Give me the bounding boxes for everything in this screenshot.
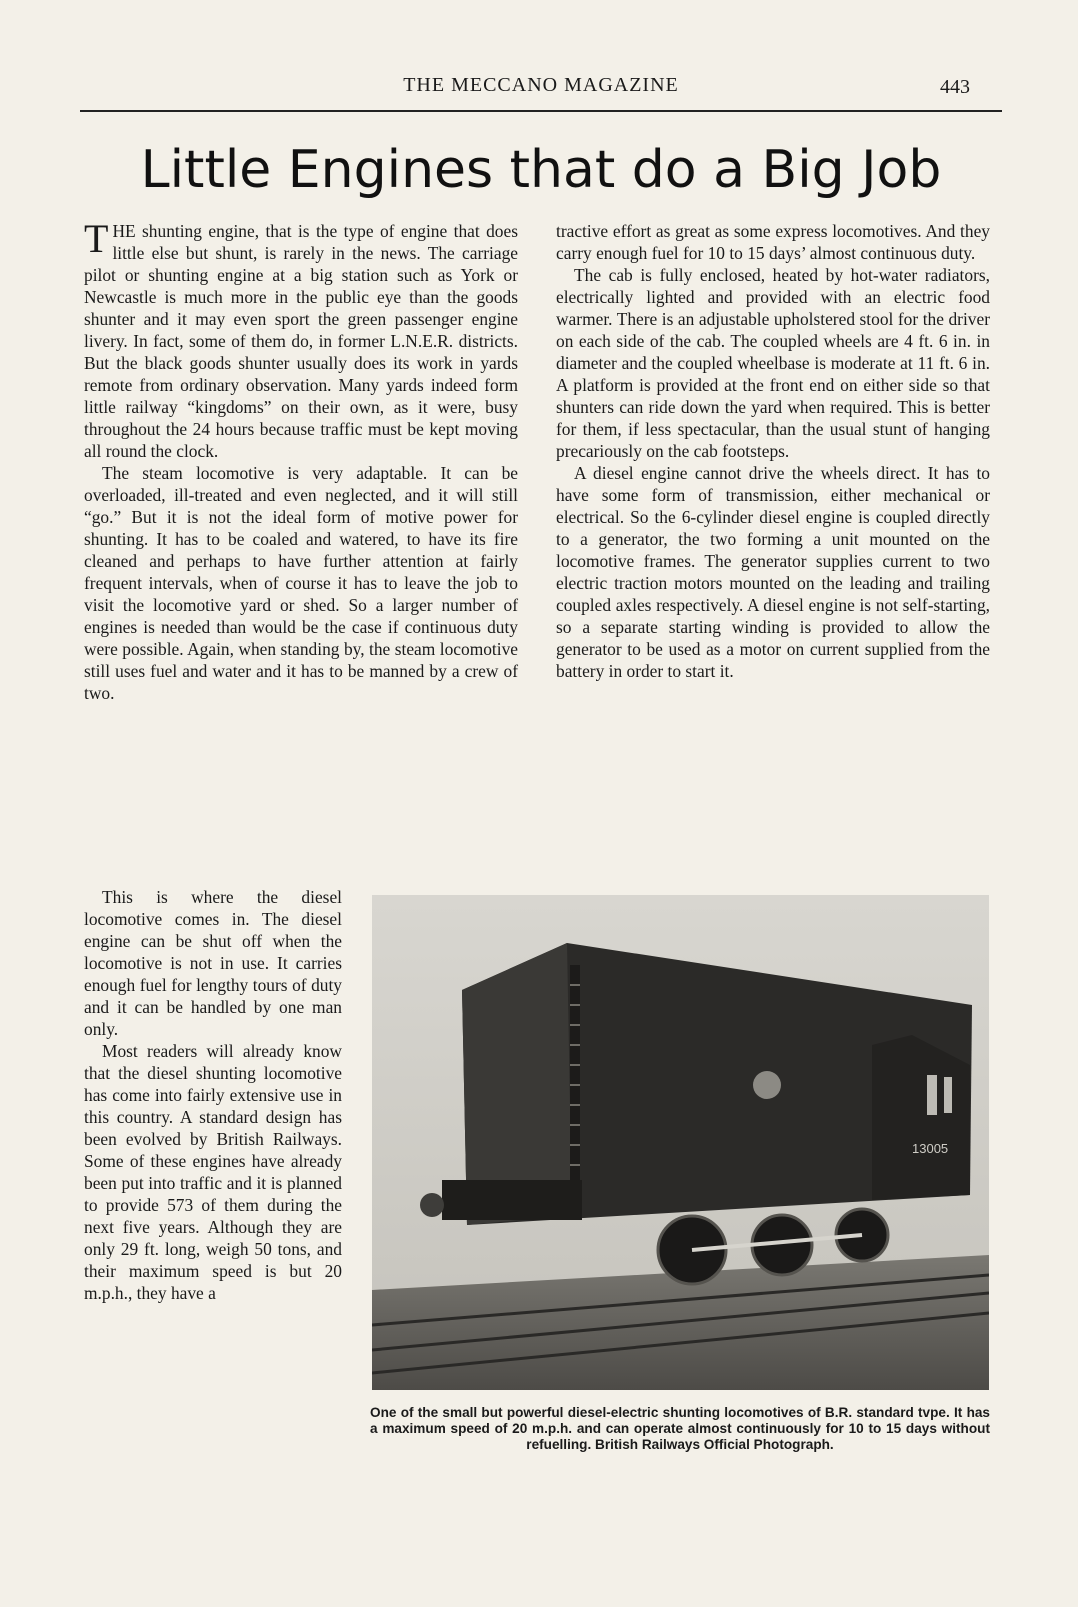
drop-cap: T — [84, 216, 109, 261]
magazine-title: THE MECCANO MAGAZINE — [403, 74, 679, 96]
article-title: Little Engines that do a Big Job — [140, 140, 942, 200]
left-column-bottom — [84, 886, 342, 1304]
paragraph: The cab is fully enclosed, heated by hot-water radiators, electrically lighted and provided with an electric food warmer. There is an adjustable upholstered stool for the driver on each side of the cab. The coupled wheels are 4 ft. 6 in. in diameter and the coupled wheelbase is moderate at 11 ft. 6 in. A platform is provided at the front end on either side so that shunters can ride down the yard when required. This is better for them, if less spectacular, than the usual stunt of hanging precariously on the cab footsteps. — [556, 265, 990, 461]
running-header — [80, 74, 1002, 104]
locomotive-photo — [372, 895, 989, 1390]
paragraph: The steam locomotive is very adaptable. It can be overloaded, ill-treated and even neglected, and it will still “go.” But it is not the ideal form of motive power for shunting. It has to be coaled and watered, to have its fire cleaned and perhaps to have further attention at fairly frequent intervals, when of course it has to leave the job to visit the locomotive yard or shed. So a larger number of engines is needed than would be the case if continuous duty were possible. Again, when standing by, the steam locomotive still uses fuel and water and it has to be manned by a crew of two. — [84, 463, 518, 703]
photo-caption: One of the small but powerful diesel-electric shunting locomotives of B.R. standard tvpe. It has a maximum speed of 20 m.p.h. and can operate almost continuously for 10 to 15 days without refuelling. British Railways Official Photograph. — [370, 1405, 990, 1452]
page-number: 443 — [940, 76, 970, 98]
right-column — [556, 220, 990, 682]
svg-text:13005: 13005 — [912, 1141, 949, 1156]
paragraph: A diesel engine cannot drive the wheels direct. It has to have some form of transmission, either mechanical or electrical. So the 6-cylinder diesel engine is coupled directly to a generator, the two forming a unit mounted on the locomotive frames. The generator supplies current to two electric traction motors mounted on the leading and trailing coupled axles respectively. A diesel engine is not self-starting, so a separate starting winding is provided to allow the generator to be used as a motor on current supplied from the battery in order to start it. — [556, 463, 990, 681]
paragraph: THE shunting engine, that is the type of engine that does little else but shunt, is rarely in the news. The carriage pilot or shunting engine at a big station such as York or Newcastle is much more in the public eye than the goods shunter and it may even sport the green passenger engine livery. In fact, some of them do, in former L.N.E.R. districts. But the black goods shunter usually does its work in yards remote from ordinary observation. Many yards indeed form little railway “kingdoms” on their own, as it were, busy throughout the 24 hours because traffic must be kept moving all round the clock. — [84, 216, 518, 461]
left-column-top — [84, 216, 518, 704]
paragraph: tractive effort as great as some express locomotives. And they carry enough fuel for 10 to 15 days’ almost continuous duty. — [556, 221, 990, 263]
header-rule — [80, 110, 1002, 112]
paragraph: This is where the diesel locomotive comes in. The diesel engine can be shut off when the locomotive is not in use. It carries enough fuel for lengthy tours of duty and it can be handled by one man only. — [84, 887, 342, 1039]
paragraph: Most readers will already know that the diesel shunting locomotive has come into fairly extensive use in this country. A standard design has been evolved by British Railways. Some of these engines have already been put into traffic and it is planned to provide 573 of them during the next five years. Although they are only 29 ft. long, weigh 50 tons, and their maximum speed is but 20 m.p.h., they have a — [84, 1041, 342, 1303]
